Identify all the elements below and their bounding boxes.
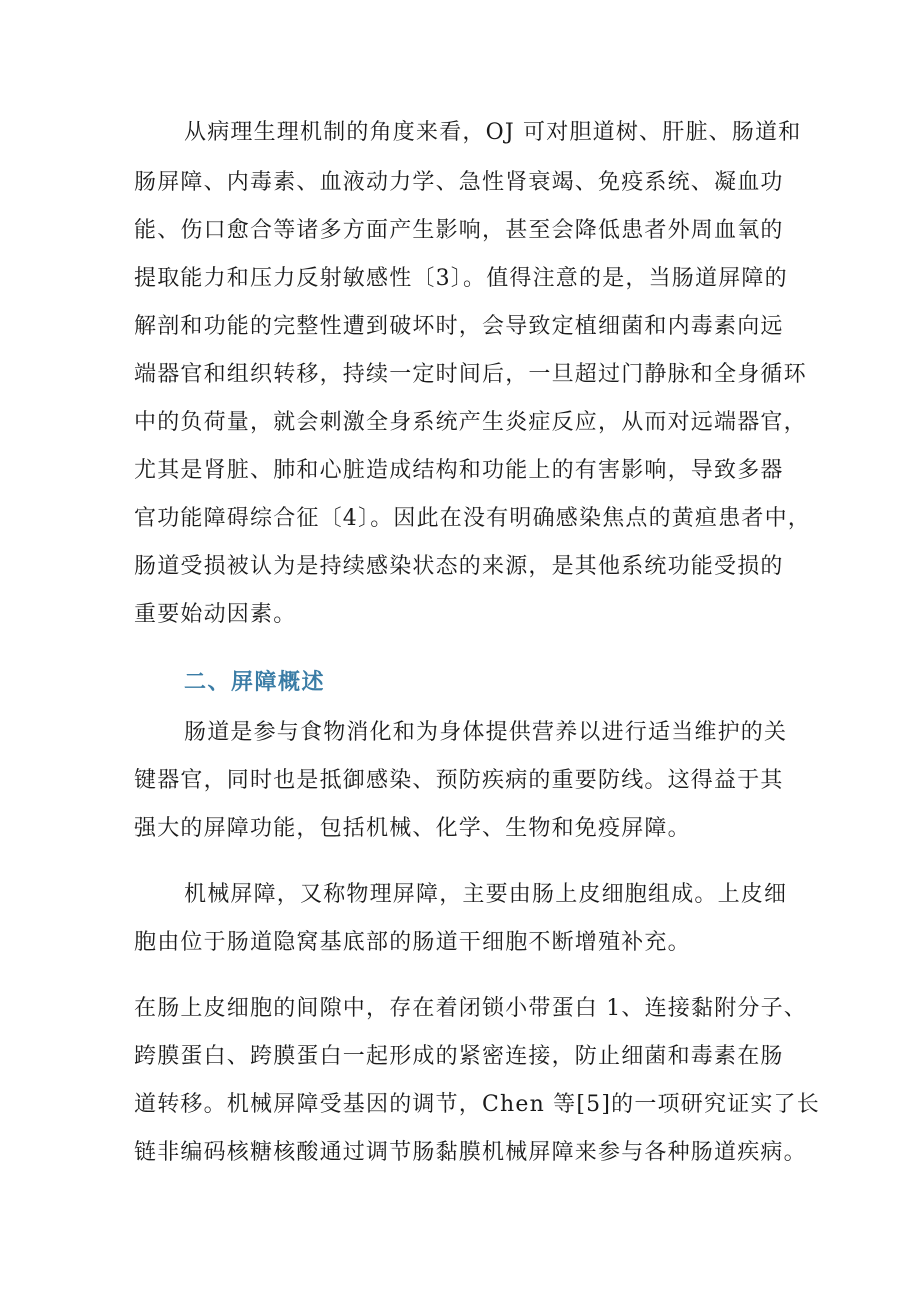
- section-heading: 二、屏障概述: [184, 670, 326, 695]
- paragraph-line: 提取能力和压力反射敏感性〔3〕。值得注意的是，当肠道屏障的: [134, 266, 788, 291]
- paragraph-line: 从病理生理机制的角度来看，OJ 可对胆道树、肝脏、肠道和: [184, 120, 802, 145]
- paragraph-line: 能、伤口愈合等诸多方面产生影响，甚至会降低患者外周血氧的: [134, 218, 784, 243]
- paragraph-line: 跨膜蛋白、跨膜蛋白一起形成的紧密连接，防止细菌和毒素在肠: [134, 1044, 784, 1069]
- paragraph-line: 肠道是参与食物消化和为身体提供营养以进行适当维护的关: [184, 720, 788, 745]
- paragraph-line: 尤其是肾脏、肺和心脏造成结构和功能上的有害影响，导致多器: [134, 458, 784, 483]
- paragraph-line: 机械屏障，又称物理屏障，主要由肠上皮细胞组成。上皮细: [184, 882, 788, 907]
- paragraph-line: 解剖和功能的完整性遭到破坏时，会导致定植细菌和内毒素向远: [134, 314, 784, 339]
- paragraph-line: 键器官，同时也是抵御感染、预防疾病的重要防线。这得益于其: [134, 768, 784, 793]
- paragraph-line: 强大的屏障功能，包括机械、化学、生物和免疫屏障。: [134, 816, 691, 841]
- paragraph-line: 重要始动因素。: [134, 602, 297, 627]
- paragraph-line: 在肠上皮细胞的间隙中，存在着闭锁小带蛋白 1、连接黏附分子、: [134, 996, 807, 1021]
- paragraph-line: 端器官和组织转移，持续一定时间后，一旦超过门静脉和全身循环: [134, 362, 807, 387]
- paragraph-line: 肠屏障、内毒素、血液动力学、急性肾衰竭、免疫系统、凝血功: [134, 170, 784, 195]
- paragraph-line: 肠道受损被认为是持续感染状态的来源，是其他系统功能受损的: [134, 554, 784, 579]
- paragraph-line: 胞由位于肠道隐窝基底部的肠道干细胞不断增殖补充。: [134, 930, 691, 955]
- paragraph-line: 中的负荷量，就会刺激全身系统产生炎症反应，从而对远端器官，: [134, 410, 807, 435]
- paragraph-line: 官功能障碍综合征〔4〕。因此在没有明确感染焦点的黄疸患者中，: [134, 506, 811, 531]
- paragraph-line: 道转移。机械屏障受基因的调节，Chen 等[5]的一项研究证实了长: [134, 1092, 820, 1117]
- paragraph-line: 链非编码核糖核酸通过调节肠黏膜机械屏障来参与各种肠道疾病。: [134, 1140, 807, 1165]
